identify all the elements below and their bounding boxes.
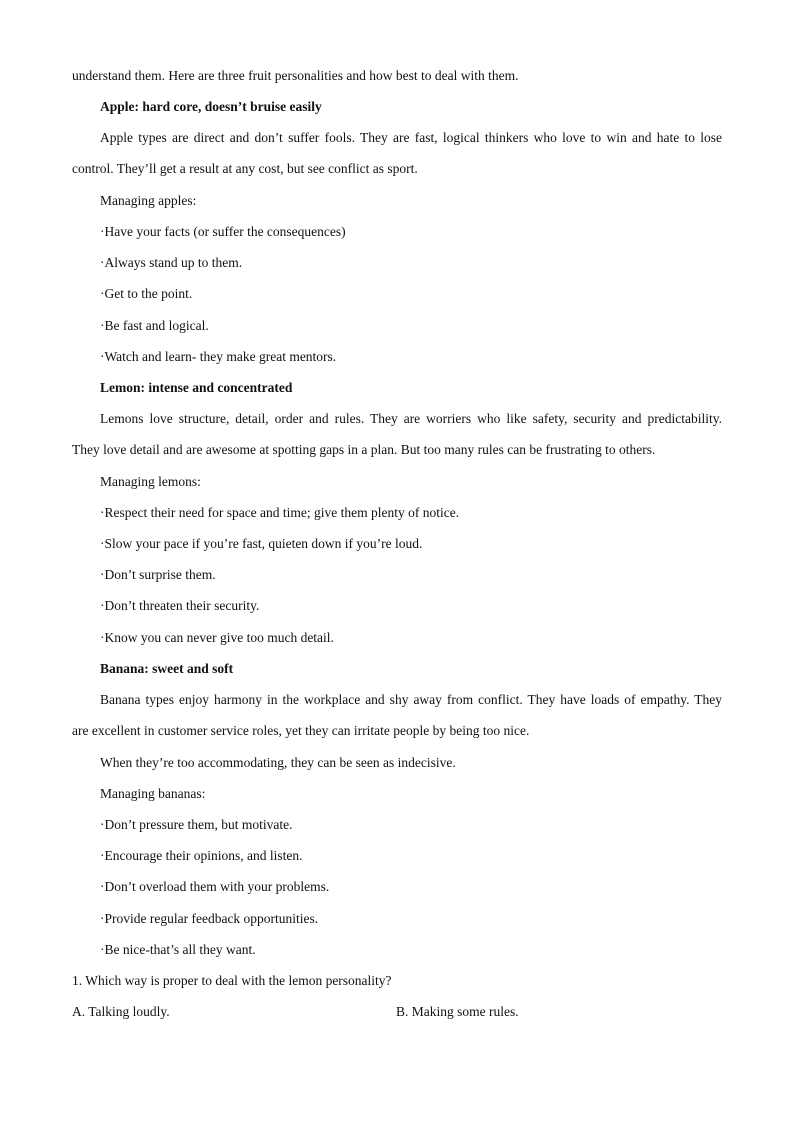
banana-heading: Banana: sweet and soft xyxy=(100,661,234,676)
lemon-paragraph-line1: Lemons love structure, detail, order and rules. They are worriers who like safety, security and predictability. xyxy=(100,411,722,426)
lemon-tip: ·Don’t threaten their security. xyxy=(100,598,260,613)
lemon-tip: ·Respect their need for space and time; give them plenty of notice. xyxy=(100,505,460,520)
banana-paragraph-line2: are excellent in customer service roles, yet they can irritate people by being too nice. xyxy=(72,723,530,738)
banana-paragraph-line1: Banana types enjoy harmony in the workplace and shy away from conflict. They have loads of empathy. They xyxy=(100,692,722,707)
lemon-paragraph-line2: They love detail and are awesome at spotting gaps in a plan. But too many rules can be frustrating to others. xyxy=(72,442,656,457)
apple-tip: ·Watch and learn- they make great mentors. xyxy=(100,349,337,364)
lemon-tip: ·Know you can never give too much detail. xyxy=(100,630,334,645)
lemon-managing-label: Managing lemons: xyxy=(100,474,201,489)
apple-paragraph-line2: control. They’ll get a result at any cost, but see conflict as sport. xyxy=(72,161,418,176)
banana-tip: ·Don’t overload them with your problems. xyxy=(100,879,330,894)
banana-tip: ·Be nice-that’s all they want. xyxy=(100,942,256,957)
option-b: B. Making some rules. xyxy=(396,1004,519,1019)
intro-text: understand them. Here are three fruit personalities and how best to deal with them. xyxy=(72,68,519,83)
lemon-tip: ·Slow your pace if you’re fast, quieten down if you’re loud. xyxy=(100,536,423,551)
option-a: A. Talking loudly. xyxy=(72,1004,170,1019)
banana-tip: ·Encourage their opinions, and listen. xyxy=(100,848,303,863)
lemon-tip: ·Don’t surprise them. xyxy=(100,567,216,582)
lemon-heading: Lemon: intense and concentrated xyxy=(100,380,293,395)
apple-tip: ·Have your facts (or suffer the consequences) xyxy=(100,224,346,239)
question-text: 1. Which way is proper to deal with the lemon personality? xyxy=(72,973,392,988)
apple-managing-label: Managing apples: xyxy=(100,193,197,208)
banana-tip: ·Don’t pressure them, but motivate. xyxy=(100,817,293,832)
banana-paragraph-2: When they’re too accommodating, they can be seen as indecisive. xyxy=(100,755,456,770)
apple-tip: ·Always stand up to them. xyxy=(100,255,243,270)
apple-tip: ·Be fast and logical. xyxy=(100,318,209,333)
apple-tip: ·Get to the point. xyxy=(100,286,193,301)
banana-managing-label: Managing bananas: xyxy=(100,786,206,801)
apple-heading: Apple: hard core, doesn’t bruise easily xyxy=(100,99,322,114)
banana-tip: ·Provide regular feedback opportunities. xyxy=(100,911,319,926)
apple-paragraph-line1: Apple types are direct and don’t suffer fools. They are fast, logical thinkers who love to win and hate to lose xyxy=(100,130,722,145)
